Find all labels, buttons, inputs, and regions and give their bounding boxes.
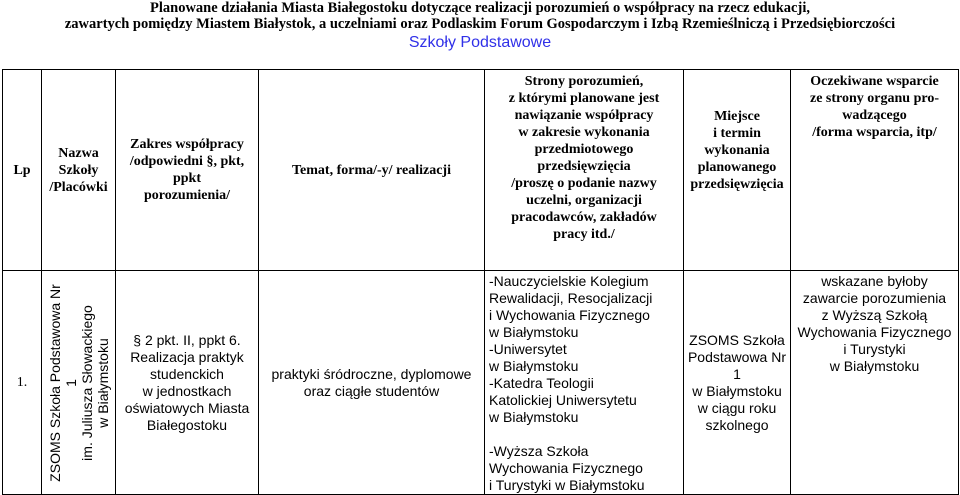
header-place: Miejsce i termin wykonania planowanego przedsięwzięcia [684,70,791,271]
document-title-line-2: zawartych pomiędzy Miastem Białystok, a uczelniami oraz Podlaskim Forum Gospodarczym i Izbą Rzemieślniczą i Przedsiębiorczości [64,16,896,32]
header-parties: Strony porozumień, z którymi planowane jest nawiązanie współpracy w zakresie wykonania przedmiotowego przedsięwzięcia /proszę o podanie nazwy uczelni, organizacji pracodawców, zakładów pracy itd./ [485,70,684,271]
section-title: Szkoły Podstawowe [408,34,552,51]
row-school [42,271,116,495]
header-lp: Lp [3,70,42,271]
row-lp: 1. [3,271,42,495]
school-name-line: ZSOMS Szkoła Podstawowa Nr 1 [46,283,79,482]
table-row [3,271,959,495]
header-support: Oczekiwane wsparcie ze strony organu pro- wadzącego /forma wsparcia, itp/ [791,70,959,271]
row-topic: praktyki śródroczne, dyplomowe oraz ciągłe studentów [259,271,485,495]
row-parties: -Nauczycielskie Kolegium Rewalidacji, Resocjalizacji i Wychowania Fizycznego w Białymstoku -Uniwersytet w Białymstoku -Katedra Teologii Katolickiej Uniwersytetu w Białymstoku -Wyższa Szkoła Wychowania Fizycznego i Turystyki w Białymstoku [485,271,684,495]
document-title-line-1: Planowane działania Miasta Białegostoku dotyczące realizacji porozumień o współpracy na rzecz edukacji, [150,0,810,16]
row-support: wskazane byłoby zawarcie porozumienia z Wyższą Szkołą Wychowania Fizycznego i Turystyki w Białymstoku [791,271,959,495]
row-scope: § 2 pkt. II, ppkt 6. Realizacja praktyk studenckich w jednostkach oświatowych Miasta Białegostoku [116,271,259,495]
cooperation-table [2,69,959,495]
school-name-line: im. Juliusza Słowackiego [78,304,95,461]
header-school: Nazwa Szkoły /Placówki [42,70,116,271]
table-header-row [3,70,959,271]
header-scope: Zakres współpracy /odpowiedni §, pkt, ppkt porozumienia/ [116,70,259,271]
header-topic: Temat, forma/-y/ realizacji [259,70,485,271]
school-name-line: w Białymstoku [94,337,111,428]
row-place: ZSOMS Szkoła Podstawowa Nr 1 w Białymstoku w ciągu roku szkolnego [684,271,791,495]
